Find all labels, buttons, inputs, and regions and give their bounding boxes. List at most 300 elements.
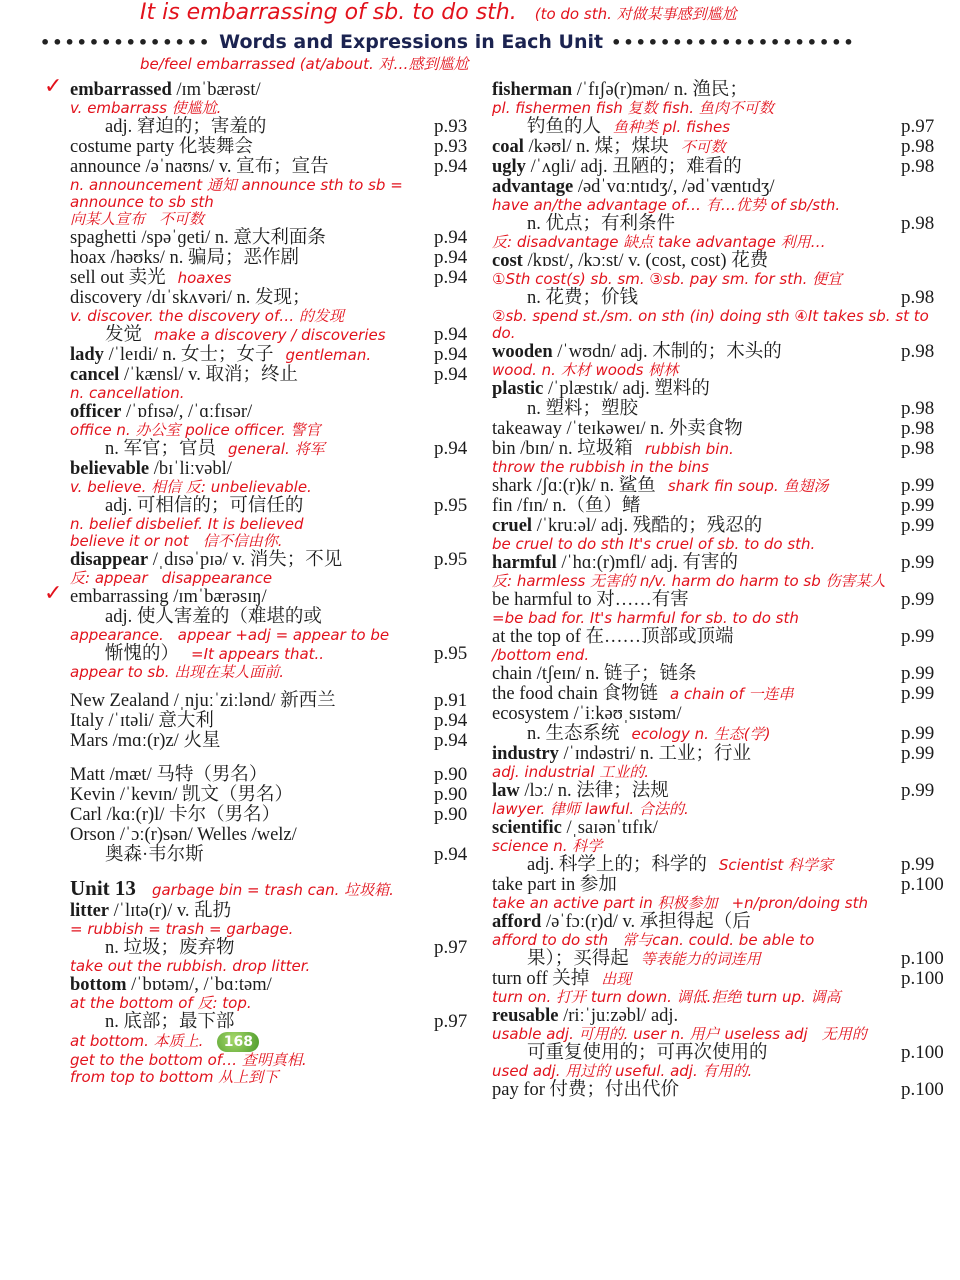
entry-definition: at the top of 在……顶部或顶端 <box>492 627 734 647</box>
handwritten-note: 反: harmless 无害的 n/v. harm do harm to sb 伤害某人 <box>492 572 886 590</box>
entry-row <box>70 248 480 268</box>
annotation-line <box>492 838 947 855</box>
entry-headword: believable <box>70 459 150 479</box>
entry-row <box>492 496 947 516</box>
entry-headword: officer <box>70 402 122 422</box>
entry-text <box>492 664 697 684</box>
entry-page-ref: p.100 <box>901 1079 944 1100</box>
entry-page-ref: p.98 <box>901 287 935 308</box>
entry-definition: /ˈleɪdi/ n. 女士；女子 <box>103 345 274 365</box>
entry-definition: 可重复使用的；可再次使用的 <box>527 1043 768 1063</box>
entry-page-ref: p.90 <box>434 804 468 825</box>
handwritten-note: general. 将军 <box>228 440 325 458</box>
handwritten-note: v. discover. the discovery of… 的发现 <box>70 307 345 325</box>
handwritten-note: used adj. 用过的 useful. adj. 有用的. <box>492 1062 753 1080</box>
dotted-trail: •••••••••••••••••••• <box>611 32 856 52</box>
entry-definition: Orson /ˈɔː(r)sən/ Welles /welz/ <box>70 825 297 845</box>
entry-definition: adj. 科学上的；科学的 <box>527 855 707 875</box>
entry-page-ref: p.91 <box>434 690 468 711</box>
entry-row <box>70 345 480 365</box>
entry-definition: /ˈlɪtə(r)/ v. 乱扔 <box>109 901 232 921</box>
entry-headword: embarrassed <box>70 80 172 100</box>
annotation-line <box>70 211 480 228</box>
entry-text <box>70 587 267 607</box>
entry-definition: /əˈfɔː(r)d/ v. 承担得起（后 <box>541 912 751 932</box>
entry-headword: plastic <box>492 379 544 399</box>
entry-text <box>492 439 633 459</box>
entry-page-ref: p.99 <box>901 663 935 684</box>
entry-page-ref: p.98 <box>901 156 935 177</box>
entry-definition: Carl /kɑː(r)l/ 卡尔（男名） <box>70 805 281 825</box>
handwritten-note: 常与can. could. be able to <box>622 931 815 949</box>
entry-definition: n. 生态系统 <box>527 724 620 744</box>
entry-text <box>70 1012 235 1032</box>
handwritten-note: It is embarrassing of sb. to do sth. <box>140 0 517 25</box>
entry-definition: /ˌsaɪənˈtɪfɪk/ <box>561 818 658 838</box>
entry-definition: adj. 使人害羞的（难堪的或 <box>105 607 322 627</box>
handwritten-note: have an/the advantage of… 有…优势 of sb/sth. <box>492 196 841 214</box>
entry-page-ref: p.100 <box>901 874 944 895</box>
spacer <box>70 681 480 691</box>
entry-text <box>492 137 669 157</box>
handwritten-note: 反: disadvantage 缺点 take advantage 利用… <box>492 233 826 251</box>
entry-row <box>70 711 480 731</box>
entry-page-ref: p.94 <box>434 247 468 268</box>
handwritten-note: science n. 科学 <box>492 837 603 855</box>
handwritten-note: 反: appear <box>70 569 148 587</box>
handwritten-note: 向某人宣布 <box>70 210 146 228</box>
entry-text <box>70 975 272 995</box>
handwritten-note: shark fin soup. 鱼翅汤 <box>667 477 829 495</box>
entry-row <box>492 137 947 157</box>
entry-definition: /kəʊl/ n. 煤；煤块 <box>523 137 669 157</box>
handwritten-note: ecology n. 生态(学) <box>631 725 771 743</box>
entry-definition: takeaway /ˈteɪkəweɪ/ n. 外卖食物 <box>492 419 743 439</box>
checkmark-icon: ✓ <box>44 581 63 606</box>
handwritten-note: /bottom end. <box>492 646 590 664</box>
entry-row <box>492 1043 947 1063</box>
entry-definition: /bɪˈliːvəbl/ <box>149 459 232 479</box>
entry-text <box>70 268 166 288</box>
entry-row <box>70 550 480 570</box>
entry-definition: costume party 化装舞会 <box>70 137 253 157</box>
entry-text <box>492 724 620 744</box>
entry-definition: sell out 卖光 <box>70 268 166 288</box>
entry-text <box>492 744 751 764</box>
handwritten-note: appear +adj = appear to be <box>177 626 390 644</box>
entry-page-ref: p.99 <box>901 854 935 875</box>
entry-page-ref: p.100 <box>901 948 944 969</box>
section-header <box>40 30 940 54</box>
entry-definition: 果）；买得起 <box>527 949 629 969</box>
entry-text <box>492 875 617 895</box>
entry-row <box>70 731 480 751</box>
annotation-line <box>492 100 947 117</box>
entry-page-ref: p.97 <box>901 116 935 137</box>
entry-text <box>70 228 326 248</box>
entry-definition: the food chain 食物链 <box>492 684 658 704</box>
entry-text <box>70 644 179 664</box>
annotation-line <box>70 921 480 938</box>
entry-headword: scientific <box>492 818 562 838</box>
entry-text <box>492 476 656 496</box>
entry-row <box>492 177 947 197</box>
entry-text <box>492 419 743 439</box>
entry-row <box>492 969 947 989</box>
handwritten-note: disappearance <box>161 569 273 587</box>
handwritten-note: Scientist 科学家 <box>718 856 834 874</box>
entry-row <box>70 288 480 308</box>
entry-text <box>492 818 658 838</box>
entry-row <box>44 581 480 607</box>
handwritten-note: 不可数 <box>680 138 726 156</box>
handwritten-note: appearance. <box>70 626 164 644</box>
entry-page-ref: p.99 <box>901 495 935 516</box>
handwritten-note: at the bottom of 反: top. <box>70 994 252 1012</box>
entry-page-ref: p.94 <box>434 324 468 345</box>
entry-text <box>492 288 638 308</box>
handwritten-note: =It appears that.. <box>191 645 325 663</box>
entry-definition: Kevin /ˈkevɪn/ 凯文（男名） <box>70 785 294 805</box>
handwritten-note: 无用的 <box>821 1025 867 1043</box>
entry-row <box>70 975 480 995</box>
entry-page-ref: p.93 <box>434 136 468 157</box>
entry-row <box>492 439 947 459</box>
entry-row <box>492 1006 947 1026</box>
entry-headword: law <box>492 781 520 801</box>
entry-row <box>492 251 947 271</box>
handwritten-note: at bottom. 本质上. <box>70 1032 204 1050</box>
entry-text <box>492 684 658 704</box>
entry-text <box>492 590 689 610</box>
entry-page-ref: p.99 <box>901 475 935 496</box>
entry-text <box>492 251 768 271</box>
entry-text <box>70 459 232 479</box>
entry-page-ref: p.94 <box>434 844 468 865</box>
entry-row <box>492 1080 947 1100</box>
entry-text <box>492 80 748 100</box>
entry-row <box>492 590 947 610</box>
handwritten-note: take an active part in 积极参加 <box>492 894 718 912</box>
entry-row <box>492 912 947 932</box>
entry-row <box>492 724 947 744</box>
handwritten-note: a chain of 一连串 <box>669 685 794 703</box>
entry-headword: coal <box>492 137 524 157</box>
handwritten-note: office n. 办公室 police officer. 警官 <box>70 421 321 439</box>
entry-definition: /ˈkruːəl/ adj. 残酷的；残忍的 <box>532 516 763 536</box>
entry-text <box>70 785 293 805</box>
entry-page-ref: p.99 <box>901 743 935 764</box>
entry-row <box>70 268 480 288</box>
entry-row <box>70 607 480 627</box>
entry-definition: pay for 付费；付出代价 <box>492 1080 680 1100</box>
entry-definition: /ˈɪndəstri/ n. 工业；行业 <box>558 744 752 764</box>
entry-row <box>70 137 480 157</box>
entry-headword: bottom <box>70 975 127 995</box>
entry-page-ref: p.98 <box>901 398 935 419</box>
handwritten-note: 出现 <box>601 970 632 988</box>
entry-definition: ecosystem /ˈiːkəʊˌsɪstəm/ <box>492 704 682 724</box>
entry-page-ref: p.99 <box>901 515 935 536</box>
annotation-line <box>70 958 480 975</box>
entry-row <box>70 901 480 921</box>
annotation-line <box>70 177 480 211</box>
entry-definition: 惭愧的） <box>105 644 180 664</box>
entry-definition: be harmful to 对……有害 <box>492 590 689 610</box>
spacer <box>70 751 480 765</box>
entry-row <box>492 855 947 875</box>
handwritten-note: usable adj. 可用的. user n. 用户 useless adj <box>492 1025 808 1043</box>
entry-definition: /ˈwʊdn/ adj. 木制的；木头的 <box>552 342 782 362</box>
entry-row <box>492 399 947 419</box>
entry-page-ref: p.98 <box>901 213 935 234</box>
entry-page-ref: p.94 <box>434 438 468 459</box>
checkmark-icon: ✓ <box>44 74 63 99</box>
entry-row <box>492 214 947 234</box>
entry-headword: litter <box>70 901 110 921</box>
entry-text <box>492 117 601 137</box>
entry-page-ref: p.99 <box>901 589 935 610</box>
entry-definition: Italy /ˈɪtəli/ 意大利 <box>70 711 214 731</box>
annotation-line <box>492 989 947 1006</box>
entry-page-ref: p.99 <box>901 780 935 801</box>
entry-row <box>492 553 947 573</box>
entry-text <box>70 117 266 137</box>
entry-text <box>492 1080 679 1100</box>
entry-text <box>70 765 267 785</box>
entry-row <box>70 439 480 459</box>
entry-page-ref: p.90 <box>434 784 468 805</box>
entry-text <box>70 288 310 308</box>
entry-text <box>70 805 280 825</box>
entry-row <box>492 875 947 895</box>
entry-definition: /ˈfɪʃə(r)mən/ n. 渔民； <box>572 80 748 100</box>
entry-row <box>70 644 480 664</box>
annotation-line <box>492 1063 947 1080</box>
annotation-line <box>492 764 947 781</box>
entry-text <box>70 439 216 459</box>
entry-headword: cost <box>492 251 523 271</box>
entry-definition: bin /bɪn/ n. 垃圾箱 <box>492 439 633 459</box>
handwritten-note: (to do sth. 对做某事感到尴尬 <box>534 5 737 23</box>
annotation-line <box>492 536 947 553</box>
entry-text <box>70 845 204 865</box>
handwritten-note: rubbish bin. <box>644 440 734 458</box>
entry-definition: New Zealand /ˌnjuːˈziːlənd/ 新西兰 <box>70 691 336 711</box>
entry-text <box>492 855 707 875</box>
annotation-line <box>492 647 947 664</box>
annotation-line <box>70 1069 480 1086</box>
handwritten-note: v. embarrass 使尴尬. <box>70 99 222 117</box>
annotation-line <box>70 995 480 1012</box>
entry-row <box>70 325 480 345</box>
right-column <box>492 80 947 1100</box>
handwritten-note: turn on. 打开 turn down. 调低.拒绝 turn up. 调高 <box>492 988 841 1006</box>
entry-text <box>492 516 762 536</box>
handwritten-note: 鱼种类 pl. fishes <box>613 118 731 136</box>
annotation-line <box>70 1032 480 1052</box>
entry-page-ref: p.94 <box>434 344 468 365</box>
handwritten-note: 不可数 <box>159 210 205 228</box>
entry-definition: /ˌdɪsəˈpɪə/ v. 消失；不见 <box>148 550 343 570</box>
section-title: Words and Expressions in Each Unit <box>219 31 604 53</box>
entry-text <box>70 325 142 345</box>
annotation-line <box>70 664 480 681</box>
handwritten-note: afford to do sth <box>492 931 609 949</box>
entry-page-ref: p.97 <box>434 937 468 958</box>
annotation-line <box>492 234 947 251</box>
handwritten-note: gentleman. <box>285 346 372 364</box>
entry-row <box>70 365 480 385</box>
entry-row <box>492 744 947 764</box>
entry-page-ref: p.90 <box>434 764 468 785</box>
handwritten-note: = rubbish = trash = garbage. <box>70 920 294 938</box>
entry-page-ref: p.98 <box>901 341 935 362</box>
entry-text <box>492 1043 768 1063</box>
handwritten-note: get to the bottom of… 查明真相. <box>70 1051 307 1069</box>
entry-row <box>44 74 480 100</box>
annotation-line <box>70 516 480 533</box>
entry-text <box>70 938 235 958</box>
handwritten-note: appear to sb. 出现在某人面前. <box>70 663 285 681</box>
entry-page-ref: p.99 <box>901 626 935 647</box>
entry-definition: n. 垃圾；废弃物 <box>105 938 235 958</box>
handwritten-note: v. believe. 相信 反: unbelievable. <box>70 478 312 496</box>
entry-text <box>492 704 681 724</box>
entry-text <box>492 177 775 197</box>
entry-text <box>70 365 298 385</box>
handwritten-note: wood. n. 木材 woods 树林 <box>492 361 679 379</box>
entry-headword: industry <box>492 744 559 764</box>
entry-text <box>70 550 342 570</box>
entry-definition: /kɒst/, /kɔːst/ v. (cost, cost) 花费 <box>522 251 769 271</box>
entry-text <box>492 399 638 419</box>
entry-page-ref: p.100 <box>901 968 944 989</box>
entry-page-ref: p.94 <box>434 710 468 731</box>
entry-row <box>70 117 480 137</box>
handwritten-note: +n/pron/doing sth <box>731 894 868 912</box>
handwritten-note: =be bad for. It's harmful for sb. to do sth <box>492 609 799 627</box>
entry-text <box>492 1006 678 1026</box>
entry-text <box>70 901 231 921</box>
entry-row <box>492 818 947 838</box>
entry-row <box>70 1012 480 1032</box>
entry-text <box>492 627 734 647</box>
annotation-line <box>492 895 947 912</box>
entry-page-ref: p.94 <box>434 267 468 288</box>
entry-text <box>70 496 303 516</box>
entry-text <box>492 214 675 234</box>
entry-page-ref: p.98 <box>901 136 935 157</box>
annotation-line <box>492 271 947 288</box>
annotation-line <box>70 1052 480 1069</box>
annotation-line <box>492 459 947 476</box>
entry-text <box>492 553 738 573</box>
entry-definition: /ˈkænsl/ v. 取消；终止 <box>119 365 298 385</box>
entry-definition: Mars /mɑː(r)z/ 火星 <box>70 731 221 751</box>
handwritten-note: 等表能力的词连用 <box>640 950 761 968</box>
entry-text <box>492 379 710 399</box>
handwritten-note: take out the rubbish. drop litter. <box>70 957 311 975</box>
entry-row <box>492 476 947 496</box>
entry-row <box>492 781 947 801</box>
entry-headword: cruel <box>492 516 533 536</box>
entry-definition: /ɪmˈbærəst/ <box>171 80 261 100</box>
annotation-line <box>492 573 947 590</box>
page-number-badge: 168 <box>217 1032 259 1052</box>
entry-definition: /ˈplæstɪk/ adj. 塑料的 <box>543 379 710 399</box>
entry-definition: adj. 窘迫的；害羞的 <box>105 117 267 137</box>
entry-row <box>70 765 480 785</box>
handwritten-note: be/feel embarrassed (at/about. 对…感到尴尬 <box>140 55 469 73</box>
entry-row <box>70 825 480 845</box>
left-column <box>44 74 480 1086</box>
entry-headword: afford <box>492 912 542 932</box>
entry-definition: /lɔː/ n. 法律；法规 <box>519 781 669 801</box>
annotation-line <box>70 479 480 496</box>
entry-definition: /ˈɒfɪsə/, /ˈɑːfɪsər/ <box>121 402 253 422</box>
entry-definition: shark /ʃɑː(r)k/ n. 鲨鱼 <box>492 476 656 496</box>
handwritten-note: hoaxes <box>177 269 232 287</box>
entry-row <box>492 342 947 362</box>
entry-row <box>492 419 947 439</box>
entry-text <box>492 342 782 362</box>
entry-row <box>70 228 480 248</box>
entry-row <box>492 117 947 137</box>
annotation-line <box>492 932 947 949</box>
annotation-line <box>70 308 480 325</box>
entry-text <box>70 825 297 845</box>
entry-definition: /ˈʌɡli/ adj. 丑陋的；难看的 <box>525 157 742 177</box>
entry-page-ref: p.98 <box>901 438 935 459</box>
entry-page-ref: p.94 <box>434 156 468 177</box>
entry-definition: 钓鱼的人 <box>527 117 602 137</box>
entry-row <box>492 704 947 724</box>
entry-text <box>70 711 214 731</box>
entry-headword: disappear <box>70 550 149 570</box>
spacer <box>70 865 480 875</box>
annotation-line <box>492 610 947 627</box>
annotation-line <box>492 362 947 379</box>
entry-definition: n. 花费；价钱 <box>527 288 639 308</box>
dotted-leader: •••••••••••••• <box>40 32 212 52</box>
entry-headword: advantage <box>492 177 574 197</box>
entry-headword: harmful <box>492 553 557 573</box>
entry-page-ref: p.95 <box>434 643 468 664</box>
entry-row <box>70 805 480 825</box>
entry-definition: spaghetti /spəˈɡeti/ n. 意大利面条 <box>70 228 326 248</box>
handwritten-note: pl. fishermen fish 复数 fish. 鱼肉不可数 <box>492 99 774 117</box>
annotation-line <box>70 627 480 644</box>
annotation-line <box>70 570 480 587</box>
handwritten-note: 信不信由你. <box>202 532 283 550</box>
annotation-line <box>492 1026 947 1043</box>
entry-definition: announce /əˈnaʊns/ v. 宣布；宣告 <box>70 157 329 177</box>
entry-text <box>70 691 336 711</box>
entry-definition: /riːˈjuːzəbl/ adj. <box>558 1006 679 1026</box>
entry-text <box>70 345 274 365</box>
entry-page-ref: p.100 <box>901 1042 944 1063</box>
entry-row <box>492 627 947 647</box>
entry-definition: turn off 关掉 <box>492 969 590 989</box>
entry-text <box>492 496 641 516</box>
entry-headword: lady <box>70 345 104 365</box>
entry-headword: fisherman <box>492 80 573 100</box>
entry-page-ref: p.99 <box>901 552 935 573</box>
handwritten-note: be cruel to do sth It's cruel of sb. to do sth. <box>492 535 816 553</box>
entry-row <box>70 938 480 958</box>
annotation-line <box>492 801 947 818</box>
